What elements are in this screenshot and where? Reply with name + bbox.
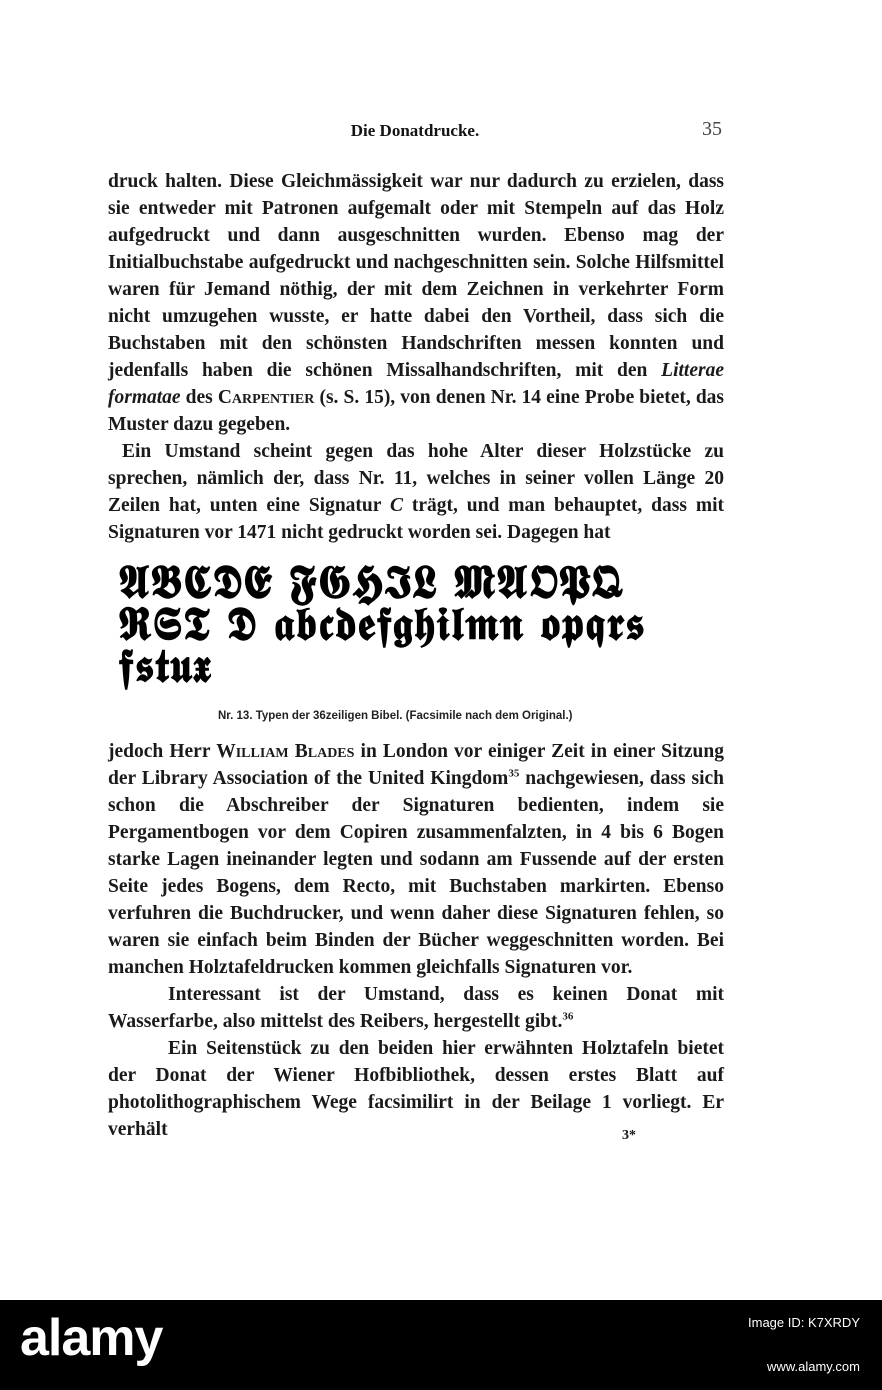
italic-letter: C (389, 495, 403, 516)
text-run: (s. S. 15), von denen Nr. 14 eine Probe bietet, das Muster dazu gegeben. (108, 387, 725, 435)
page-number: 35 (702, 118, 722, 140)
person-name: William Blades (216, 741, 355, 762)
text-run: des (180, 387, 218, 408)
author-name: Carpentier (217, 387, 315, 408)
figure-caption: Nr. 13. Typen der 36zeiligen Bibel. (Facsimile nach dem Original.) (218, 710, 573, 722)
gothic-type-facsimile (118, 563, 718, 689)
watermark-url: www.alamy.com (767, 1359, 860, 1374)
chapter-title: Die Donatdrucke. (350, 121, 480, 140)
italic-term: Litterae formatae (108, 360, 724, 408)
facsimile-line-2: 𝕽𝕾𝕿 𝕯 𝖆𝖇𝖈𝖉𝖊𝖋𝖌𝖍𝖎𝖑𝖒𝖓 𝖔𝖕𝖖𝖗𝖘 (118, 603, 646, 649)
watermark-banner (0, 1300, 882, 1390)
image-id: Image ID: K7XRDY (748, 1315, 860, 1330)
footnote-ref: 35 (508, 767, 520, 780)
text-run: in London vor einiger Zeit in einer Sitzung der Library Association of the United Kingdom (108, 741, 724, 789)
text-run: Ein Seitenstück zu den beiden hier erwähnten Holztafeln bietet der Donat der Wiener Hofbibliothek, dessen erstes Blatt auf photolithographischem Wege facsimilirt in der Beilage 1 vorliegt. Er verhält (108, 1038, 724, 1140)
text-run: trägt, und man behauptet, dass mit Signaturen vor 1471 nicht gedruckt worden sei. Dagegen hat (108, 495, 724, 543)
running-head (108, 118, 722, 144)
paragraph (108, 438, 724, 546)
alamy-logo: alamy (20, 1309, 163, 1367)
signature-mark: 3* (622, 1128, 636, 1143)
footnote-ref: 36 (562, 1010, 574, 1023)
watermark-info (748, 1314, 860, 1380)
paragraph (108, 168, 724, 438)
paragraph (108, 981, 724, 1035)
text-run: Ein Umstand scheint gegen das hohe Alter dieser Holzstücke zu sprechen, nämlich der, dass Nr. 11, welches in seiner vollen Länge 20 Zeilen hat, unten eine Signatur (108, 441, 724, 516)
paragraph (108, 738, 724, 981)
paragraph (108, 1035, 724, 1143)
facsimile-line-3: 𝖋𝖘𝖙𝖚𝖝 (118, 645, 212, 691)
facsimile-line-1: 𝕬𝕭𝕮𝕯𝕰 𝕱𝕲𝕳𝕴𝕷 𝕸𝕬𝕺𝕻𝕼 (118, 561, 626, 607)
text-run: Interessant ist der Umstand, dass es keinen Donat mit Wasserfarbe, also mittelst des Reibers, hergestellt gibt. (108, 984, 724, 1032)
body-text-top (108, 168, 724, 546)
text-run: nachgewiesen, dass sich schon die Abschreiber der Signaturen bedienten, indem sie Pergamentbogen vor dem Copiren zusammenfalzten, in 4 bis 6 Bogen starke Lagen ineinander legten und sodann am Fussende auf der ersten Seite jedes Bogens, dem Recto, mit Buchstaben markirten. Ebenso verfuhren die Buchdrucker, und wenn daher diese Signaturen fehlen, so waren sie einfach beim Binden der Bücher weggeschnitten worden. Bei manchen Holztafeldrucken kommen gleichfalls Signaturen vor. (108, 768, 724, 978)
text-run: druck halten. Diese Gleichmässigkeit war nur dadurch zu erzielen, dass sie entweder mit Patronen aufgemalt oder mit Stempeln auf das Holz aufgedruckt und dann ausgeschnitten wurden. Ebenso mag der Initialbuchstabe aufgedruckt und nachgeschnitten sein. Solche Hilfsmittel waren für Jemand nöthig, der mit dem Zeichnen in verkehrter Form nicht umzugehen wusste, er hatte dabei den Vortheil, dass sich die Buchstaben mit den schönsten Handschriften messen konnten und jedenfalls haben die schönen Missalhandschriften, mit den (108, 171, 724, 381)
text-run: jedoch Herr (108, 741, 217, 762)
body-text-bottom (108, 738, 724, 1143)
